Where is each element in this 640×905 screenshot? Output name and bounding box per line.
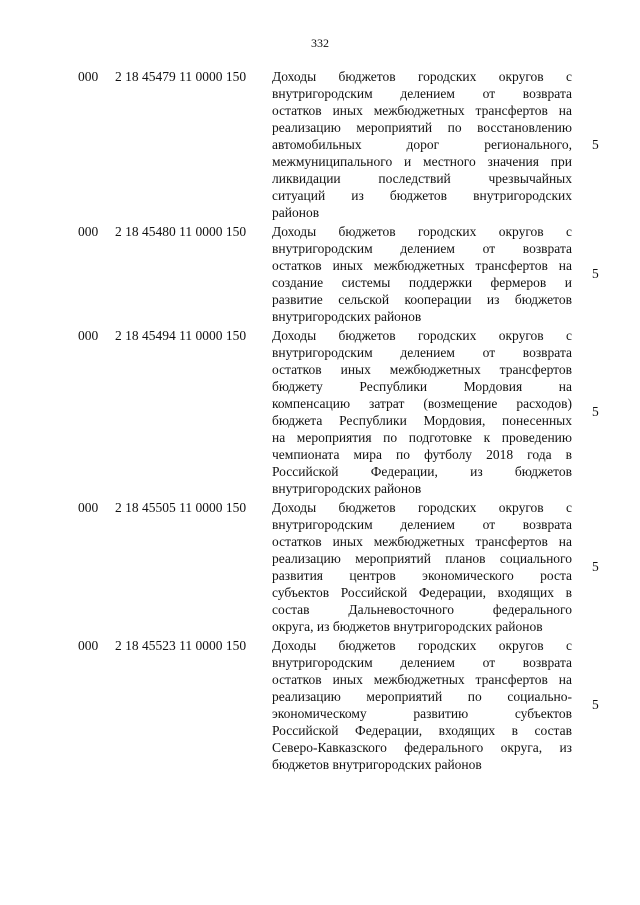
budget-code-table	[0, 68, 640, 775]
admin-code: 000	[78, 224, 99, 239]
description-line: Российской Федерации, входящих в состав	[272, 723, 572, 738]
description-line: компенсацию затрат (возмещение расходов)	[272, 396, 572, 411]
table-row	[0, 68, 640, 221]
description-line: бюджета Республики Мордовия, понесенных	[272, 413, 572, 428]
table-row	[0, 637, 640, 773]
table-row	[0, 499, 640, 635]
admin-code: 000	[78, 69, 99, 84]
description-line: Российской Федерации, из бюджетов	[272, 464, 572, 479]
classification-code: 2 18 45480 11 0000 150	[115, 224, 247, 239]
admin-code: 000	[78, 500, 99, 515]
income-description	[272, 68, 572, 221]
description-line: реализацию мероприятий планов социального	[272, 551, 572, 566]
description-line: районов	[272, 205, 320, 220]
distribution-norm: 5	[592, 137, 599, 152]
description-line: чемпионата мира по футболу 2018 года в	[272, 447, 572, 462]
description-line: остатков иных межбюджетных трансфертов на	[272, 672, 572, 687]
description-line: Северо-Кавказского федерального округа, из	[272, 740, 572, 755]
description-line: остатков иных межбюджетных трансфертов на	[272, 258, 572, 273]
description-line: автомобильных дорог регионального,	[272, 137, 572, 152]
description-line: внутригородским делением от возврата	[272, 86, 572, 101]
description-line: внутригородским делением от возврата	[272, 655, 572, 670]
description-line: ликвидации последствий чрезвычайных	[272, 171, 572, 186]
income-description	[272, 637, 572, 773]
classification-code: 2 18 45494 11 0000 150	[115, 328, 247, 343]
description-line: Доходы бюджетов городских округов с	[272, 500, 572, 515]
description-line: внутригородских районов	[272, 309, 422, 324]
description-line: остатков иных межбюджетных трансфертов на	[272, 534, 572, 549]
description-line: бюджету Республики Мордовия на	[272, 379, 572, 394]
classification-code: 2 18 45479 11 0000 150	[115, 69, 247, 84]
admin-code: 000	[78, 638, 99, 653]
description-line: реализацию мероприятий по социально-	[272, 689, 572, 704]
description-line: субъектов Российской Федерации, входящих в	[272, 585, 572, 600]
distribution-norm: 5	[592, 697, 599, 712]
description-line: развитие сельской кооперации из бюджетов	[272, 292, 572, 307]
description-line: экономическому развитию субъектов	[272, 706, 572, 721]
description-line: внутригородским делением от возврата	[272, 345, 572, 360]
page-number: 332	[311, 36, 329, 50]
description-line: округа, из бюджетов внутригородских районов	[272, 619, 543, 634]
income-description	[272, 223, 572, 325]
description-line: Доходы бюджетов городских округов с	[272, 638, 572, 653]
distribution-norm: 5	[592, 559, 599, 574]
description-line: Доходы бюджетов городских округов с	[272, 224, 572, 239]
description-line: внутригородским делением от возврата	[272, 517, 572, 532]
description-line: реализацию мероприятий по восстановлению	[272, 120, 572, 135]
distribution-norm: 5	[592, 266, 599, 281]
classification-code: 2 18 45523 11 0000 150	[115, 638, 247, 653]
description-line: бюджетов внутригородских районов	[272, 757, 482, 772]
admin-code: 000	[78, 328, 99, 343]
description-line: межмуниципального и местного значения при	[272, 154, 572, 169]
classification-code: 2 18 45505 11 0000 150	[115, 500, 247, 515]
description-line: остатков иных межбюджетных трансфертов	[272, 362, 572, 377]
description-line: Доходы бюджетов городских округов с	[272, 69, 572, 84]
description-line: остатков иных межбюджетных трансфертов на	[272, 103, 572, 118]
description-line: развития центров экономического роста	[272, 568, 572, 583]
description-line: Доходы бюджетов городских округов с	[272, 328, 572, 343]
table-row	[0, 223, 640, 325]
income-description	[272, 327, 572, 497]
description-line: создание системы поддержки фермеров и	[272, 275, 572, 290]
description-line: внутригородским делением от возврата	[272, 241, 572, 256]
description-line: состав Дальневосточного федерального	[272, 602, 572, 617]
income-description	[272, 499, 572, 635]
distribution-norm: 5	[592, 404, 599, 419]
description-line: ситуаций из бюджетов внутригородских	[272, 188, 572, 203]
table-row	[0, 327, 640, 497]
description-line: на мероприятия по подготовке к проведению	[272, 430, 572, 445]
description-line: внутригородских районов	[272, 481, 422, 496]
